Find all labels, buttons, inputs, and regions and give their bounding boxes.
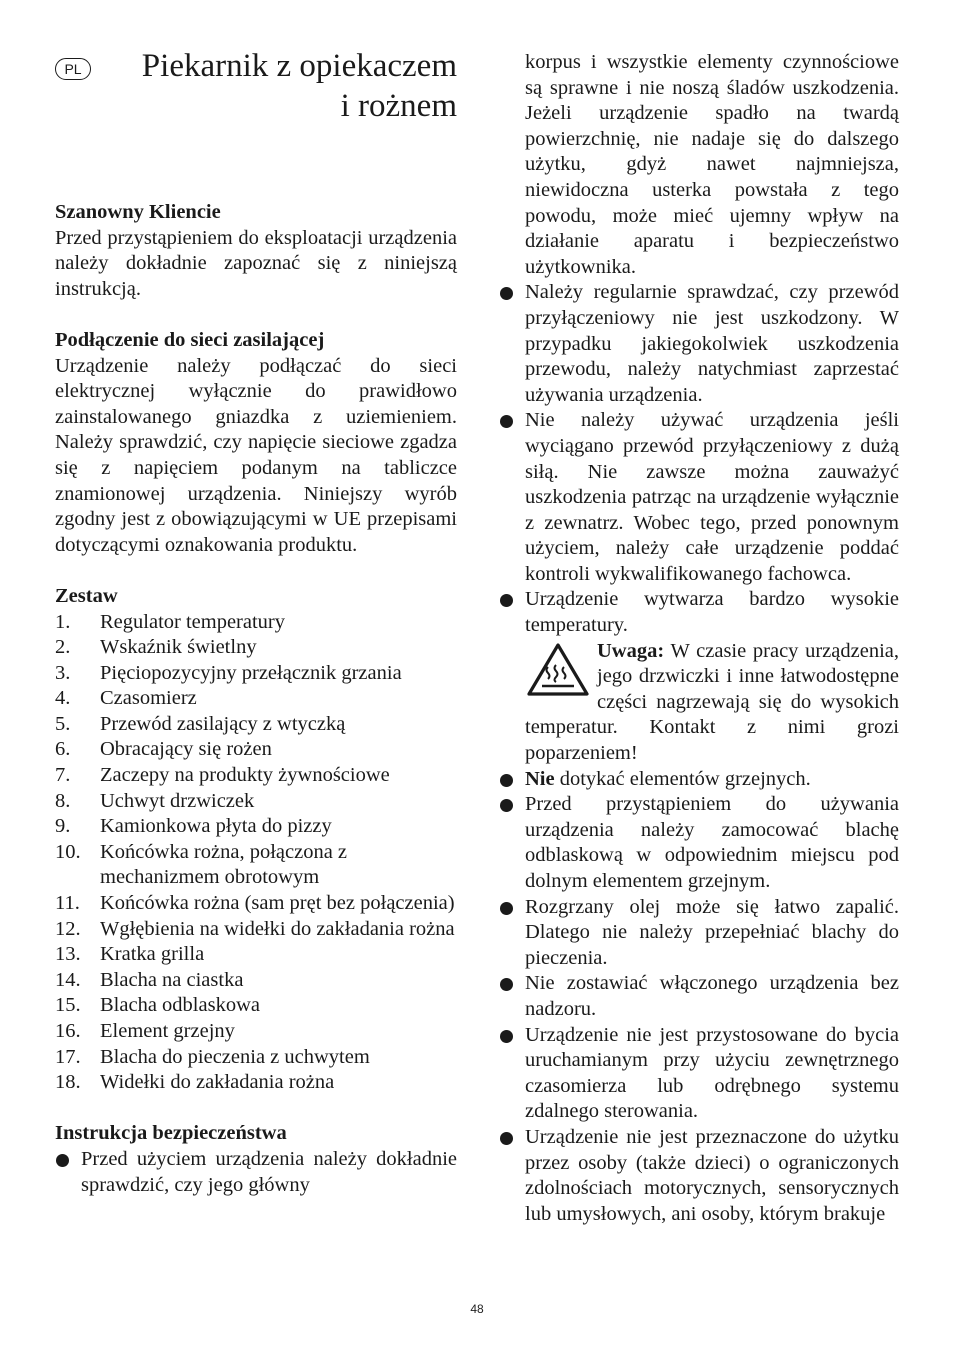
safety-bullet-9: [499, 1023, 899, 1125]
kit-list-item: [55, 635, 457, 661]
right-column: [499, 50, 899, 1227]
bullet-text: Należy regularnie sprawdzać, czy przewód przyłączeniowy nie jest uszkodzony. W przypadku jakiegokolwiek uszkodzenia przewodu, należy natychmiast zaprzestać używania urządzenia.: [525, 281, 899, 406]
bullet-dot: [500, 1030, 513, 1043]
safety-bullet-3: [499, 408, 899, 587]
greeting-text: Przed przystąpieniem do eksploatacji urządzenia należy dokładnie zapoznać się z niniejszą instrukcją.: [55, 226, 457, 300]
bullet-dot: [500, 978, 513, 991]
greeting-heading: Szanowny Kliencie: [55, 201, 221, 223]
kit-item-number: 16.: [55, 1020, 81, 1042]
hot-surface-warning: [499, 639, 899, 767]
kit-item-number: 10.: [55, 840, 81, 863]
hot-surface-warning-icon: [525, 641, 591, 699]
kit-list-item: [55, 1070, 457, 1096]
kit-item-label: Blacha do pieczenia z uchwytem: [100, 1045, 370, 1068]
kit-list-item: [55, 763, 457, 789]
bullet-text: Urządzenie nie jest przystosowane do bycia uruchamianym przy użyciu zewnętrznego czasomierza lub odrębnego systemu zdalnego sterowania.: [525, 1023, 899, 1123]
safety-bullet-7: [499, 895, 899, 972]
safety-bullet-8: [499, 971, 899, 1022]
kit-list-item: [55, 917, 457, 943]
bullet-bold-text: Nie: [525, 767, 555, 790]
bullet-text: Urządzenie wytwarza bardzo wysokie temperatury.: [525, 588, 899, 637]
kit-list-item: [55, 942, 457, 968]
kit-list-item: [55, 610, 457, 636]
safety-bullet-5: [499, 767, 899, 793]
kit-list-item: [55, 686, 457, 712]
kit-item-label: Widełki do zakładania rożna: [100, 1071, 335, 1094]
power-heading: Podłączenie do sieci zasilającej: [55, 328, 325, 351]
kit-list-item: [55, 891, 457, 917]
bullet-text: dotykać elementów grzejnych.: [554, 767, 811, 790]
kit-item-number: 4.: [55, 687, 71, 710]
kit-item-number: 14.: [55, 968, 81, 991]
safety-bullet-1: [55, 1147, 457, 1198]
kit-list-item: [55, 1019, 457, 1045]
kit-list-item: [55, 814, 457, 840]
safety-continuation: korpus i wszystkie elementy czynnościowe są sprawne i nie noszą śladów uszkodzenia. Jeżeli urządzenie spadło na twardą powierzchnię, nie nadaje się do dalszego użytku, gdyż nawet najmniejsza, niewidoczna usterka powstała z tego powodu, może mieć ujemny wpływ na działanie aparatu i bezpieczeństwo użytkownika.: [525, 51, 899, 278]
bullet-text: Rozgrzany olej może się łatwo zapalić. Dlatego nie należy przepełniać blachy do pieczenia.: [525, 895, 899, 969]
power-text: Urządzenie należy podłączać do sieci elektrycznej wyłącznie do prawidłowo zainstalowanego gniazdka z uziemieniem. Należy sprawdzić, czy napięcie sieciowe zgadza się z napięciem podanym na tabliczce znamionowej urządzenia. Niniejszy wyrób zgodny jest z obowiązującymi w UE przepisami dotyczącymi oznakowania produktu.: [55, 354, 457, 556]
safety-bullet-6: [499, 792, 899, 894]
kit-item-number: 13.: [55, 943, 81, 966]
bullet-text: Przed użyciem urządzenia należy dokładnie sprawdzić, czy jego główny: [81, 1147, 457, 1196]
kit-item-number: 5.: [55, 712, 71, 735]
bullet-dot: [500, 287, 513, 300]
kit-item-number: 18.: [55, 1071, 81, 1094]
page-title: Piekarnik z opiekaczem i rożnem: [141, 48, 457, 124]
bullet-dot: [500, 902, 513, 915]
kit-item-label: Końcówka rożna, połączona z mechanizmem obrotowym: [100, 840, 348, 889]
language-badge: PL: [55, 58, 91, 80]
kit-item-label: Końcówka rożna (sam pręt bez połączenia): [100, 892, 455, 915]
kit-list-item: [55, 789, 457, 815]
kit-item-label: Uchwyt drzwiczek: [100, 789, 255, 812]
bullet-dot: [500, 415, 513, 428]
kit-item-label: Element grzejny: [100, 1020, 235, 1042]
kit-item-number: 11.: [55, 892, 80, 915]
kit-list-item: [55, 712, 457, 738]
kit-item-number: 8.: [55, 789, 71, 812]
page-header: [55, 48, 457, 200]
kit-item-label: Obracający się rożen: [100, 738, 272, 761]
kit-list-item: [55, 737, 457, 763]
bullet-dot: [500, 774, 513, 787]
safety-bullet-4: [499, 587, 899, 638]
kit-item-number: 12.: [55, 917, 81, 940]
bullet-text: Nie należy używać urządzenia jeśli wyciągano przewód przyłączeniowy z dużą siłą. Nie zawsze można zauważyć uszkodzenia patrząc na urządzenie wyłącznie z zewnatrz. Wobec tego, przed ponownym użyciem, należy całe urządzenie poddać kontroli wykwalifikowanego fachowca.: [525, 409, 899, 585]
kit-heading: Zestaw: [55, 584, 118, 607]
safety-bullet-2: [499, 280, 899, 408]
kit-item-number: 17.: [55, 1045, 81, 1068]
kit-item-label: Kamionkowa płyta do pizzy: [100, 815, 332, 838]
warning-label: Uwaga:: [597, 639, 665, 662]
kit-item-number: 7.: [55, 764, 71, 787]
kit-list: [55, 610, 457, 1096]
kit-list-item: [55, 993, 457, 1019]
bullet-dot: [500, 799, 513, 812]
kit-list-item: [55, 840, 457, 891]
left-column: [55, 48, 457, 1198]
kit-item-label: Kratka grilla: [100, 943, 205, 966]
kit-item-number: 15.: [55, 994, 81, 1017]
kit-item-number: 3.: [55, 661, 71, 684]
kit-item-label: Blacha na ciastka: [100, 968, 244, 991]
kit-item-number: 9.: [55, 815, 71, 838]
bullet-text: Przed przystąpieniem do używania urządzenia należy zamocować blachę odblaskową w odpowiednim miejscu pod dolnym elementem grzejnym.: [525, 793, 899, 892]
kit-item-label: Czasomierz: [100, 687, 197, 710]
page-number: 48: [470, 1302, 484, 1316]
kit-item-label: Wskaźnik świetlny: [100, 636, 257, 659]
kit-item-label: Zaczepy na produkty żywnościowe: [100, 764, 390, 787]
bullet-dot: [500, 1132, 513, 1145]
kit-item-label: Wgłębienia na widełki do zakładania rożna: [100, 917, 455, 940]
kit-list-item: [55, 661, 457, 687]
kit-item-label: Regulator temperatury: [100, 610, 286, 633]
warning-text: W czasie pracy urządzenia, jego drzwiczki i inne łatwodostępne części nagrzewają się do wysokich temperatur. Kontakt z nimi grozi poparzeniem!: [525, 639, 899, 765]
bullet-dot: [56, 1154, 69, 1167]
bullet-dot: [500, 594, 513, 607]
kit-item-label: Przewód zasilający z wtyczką: [100, 712, 346, 735]
kit-item-number: 1.: [55, 610, 71, 633]
kit-item-number: 2.: [55, 636, 71, 659]
kit-list-item: [55, 1045, 457, 1071]
safety-heading: Instrukcja bezpieczeństwa: [55, 1122, 287, 1145]
kit-list-item: [55, 968, 457, 994]
bullet-text: Nie zostawiać włączonego urządzenia bez nadzoru.: [525, 972, 899, 1020]
safety-bullet-10: [499, 1125, 899, 1227]
kit-item-number: 6.: [55, 738, 71, 761]
kit-item-label: Blacha odblaskowa: [100, 994, 260, 1017]
bullet-text: Urządzenie nie jest przeznaczone do użytku przez osoby (także dzieci) o ograniczonych zdolnościach motorycznych, sensorycznych lub umysłowych, ani osoby, którym brakuje: [525, 1125, 899, 1225]
kit-item-label: Pięciopozycyjny przełącznik grzania: [100, 661, 402, 684]
